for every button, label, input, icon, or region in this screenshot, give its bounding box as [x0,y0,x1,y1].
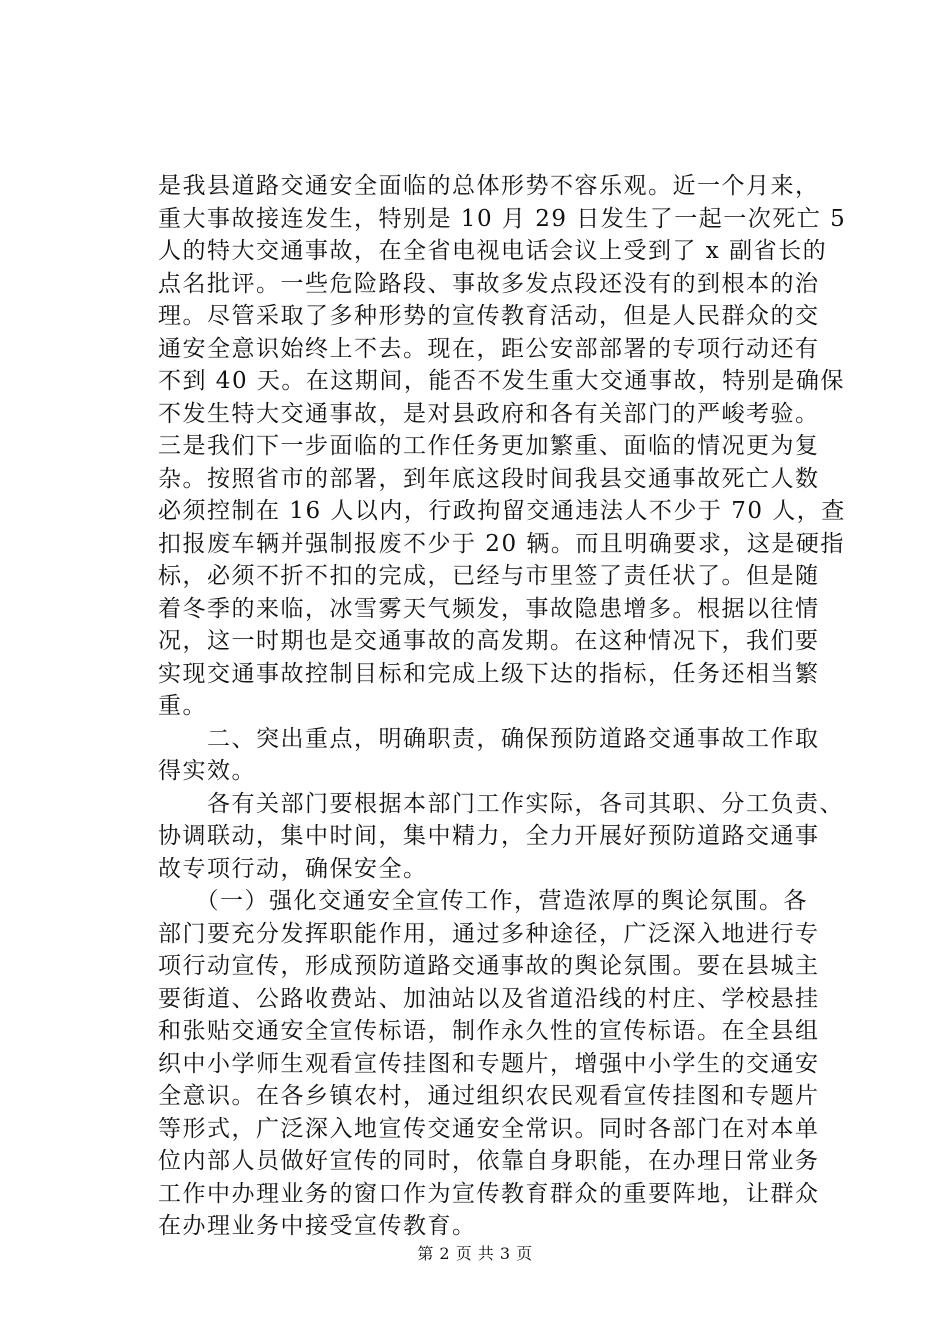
text-line: 和张贴交通安全宣传标语，制作永久性的宣传标语。在全县组 [158,1018,820,1044]
text-line: 项行动宣传，形成预防道路交通事故的舆论氛围。要在县城主 [158,953,820,979]
text-line: 实现交通事故控制目标和完成上级下达的指标，任务还相当繁 [158,660,820,687]
text-line: 通安全意识始终上不去。现在，距公安部部署的专项行动还有 [158,335,820,362]
text-line: 人的特大交通事故，在全省电视电话会议上受到了 x 副省长的 [158,238,828,264]
text-line: 等形式，广泛深入地宣传交通安全常识。同时各部门在对本单 [158,1115,820,1142]
text-line: 况，这一时期也是交通事故的高发期。在这种情况下，我们要 [158,628,820,654]
text-line: 部门要充分发挥职能作用，通过多种途径，广泛深入地进行专 [158,920,820,947]
text-line: 在办理业务中接受宣传教育。 [158,1213,477,1239]
text-line: 不发生特大交通事故，是对县政府和各有关部门的严峻考验。 [158,400,820,427]
paragraph-3 [158,788,848,886]
section-heading-2 [158,723,848,788]
text-line: 织中小学师生观看宣传挂图和专题片，增强中小学生的交通安 [158,1050,820,1077]
text-line: 扣报废车辆并强制报废不少于 20 辆。而且明确要求，这是硬指 [158,530,845,557]
text-line: 三是我们下一步面临的工作任务更加繁重、面临的情况更为复 [158,433,820,459]
page-number-label: 第 2 页 共 3 页 [417,1244,533,1263]
text-line: 全意识。在各乡镇农村，通过组织农民观看宣传挂图和专题片 [158,1083,820,1109]
text-line: 得实效。 [158,758,256,784]
text-line: 要街道、公路收费站、加油站以及省道沿线的村庄、学校悬挂 [158,985,820,1012]
text-line: 工作中办理业务的窗口作为宣传教育群众的重要阵地，让群众 [158,1180,820,1207]
text-line: 故专项行动，确保安全。 [158,855,428,882]
text-line: 重大事故接连发生，特别是 10 月 29 日发生了一起一次死亡 5 [158,205,847,232]
paragraph-4 [158,885,848,1243]
text-line: 二、突出重点，明确职责，确保预防道路交通事故工作取 [158,725,820,752]
text-line: 各有关部门要根据本部门工作实际，各司其职、分工负责、 [158,790,844,817]
page-footer [0,1244,950,1264]
text-line: 标，必须不折不扣的完成，已经与市里签了责任状了。但是随 [158,563,820,589]
text-line: 位内部人员做好宣传的同时，依靠自身职能，在办理日常业务 [158,1148,820,1174]
text-line: 理。尽管采取了多种形势的宣传教育活动，但是人民群众的交 [158,303,820,329]
text-line: 着冬季的来临，冰雪雾天气频发，事故隐患增多。根据以往情 [158,595,820,622]
text-line: （一）强化交通安全宣传工作，营造浓厚的舆论氛围。各 [158,888,808,914]
text-line: 协调联动，集中时间，集中精力，全力开展好预防道路交通事 [158,823,820,849]
paragraph-1 [158,170,848,723]
text-line: 不到 40 天。在这期间，能否不发生重大交通事故，特别是确保 [158,368,845,394]
text-line: 重。 [158,693,207,719]
text-line: 杂。按照省市的部署，到年底这段时间我县交通事故死亡人数 [158,465,820,492]
text-line: 必须控制在 16 人以内，行政拘留交通违法人不少于 70 人，查 [158,498,846,524]
text-line: 是我县道路交通安全面临的总体形势不容乐观。近一个月来， [158,173,820,199]
document-body [158,170,848,1243]
text-line: 点名批评。一些危险路段、事故多发点段还没有的到根本的治 [158,270,820,297]
